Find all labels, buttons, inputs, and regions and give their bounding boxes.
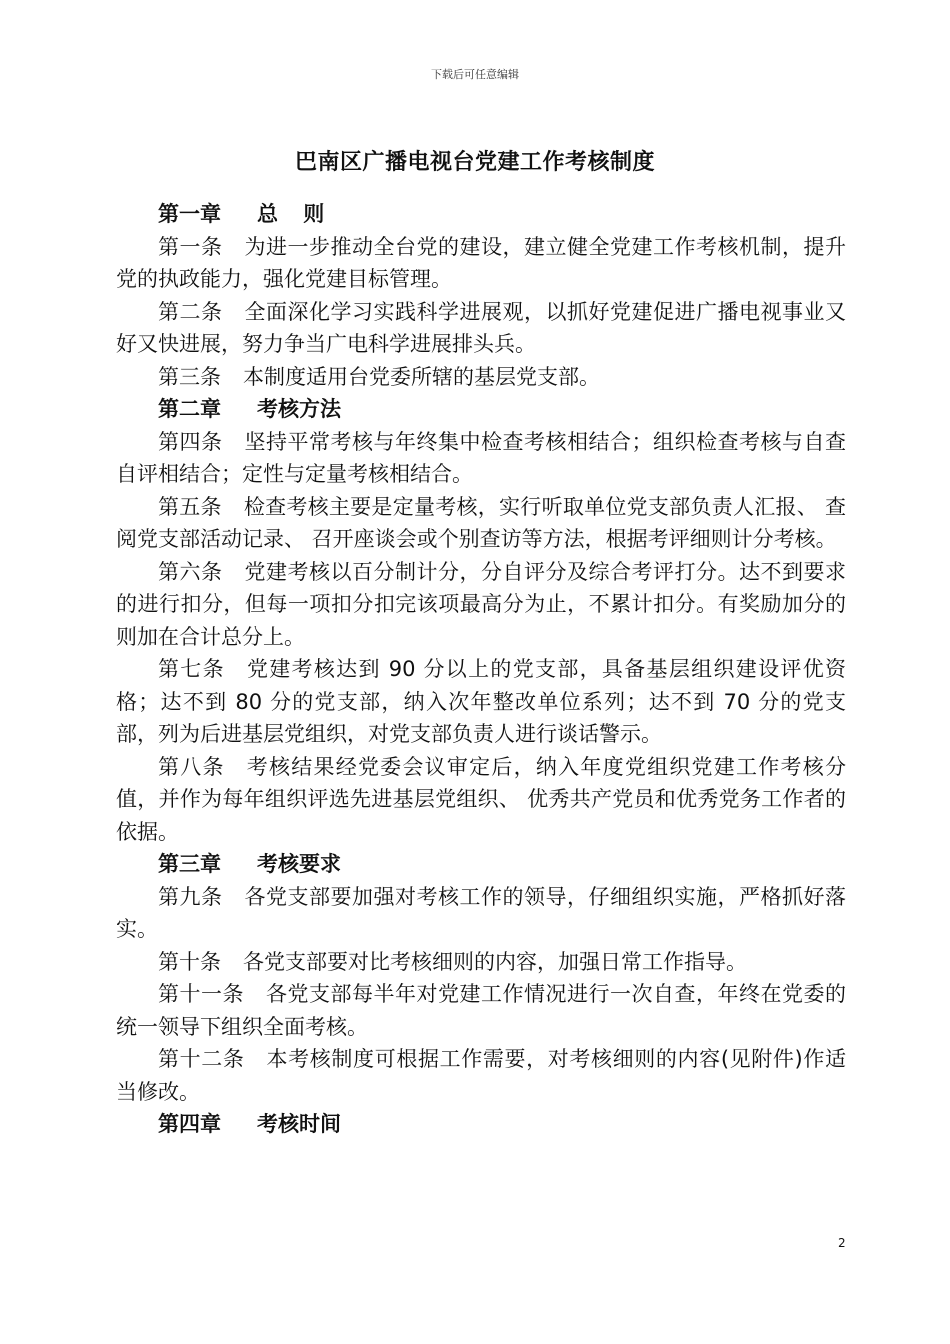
- article: [116, 978, 846, 1043]
- article: [116, 296, 846, 361]
- article: [116, 653, 846, 751]
- chapter-label: 第二章: [158, 397, 221, 421]
- article: [116, 426, 846, 491]
- article-text: 坚持平常考核与年终集中检查考核相结合；组织检查考核与自查自评相结合；定性与定量考核相结合。: [116, 429, 846, 486]
- article-label: 第十条: [158, 949, 221, 974]
- header-note: 下载后可任意编辑: [431, 68, 519, 81]
- article: [116, 1043, 846, 1108]
- chapter-heading: [116, 198, 846, 231]
- chapter-label: 第三章: [158, 852, 221, 876]
- article-text: 检查考核主要是定量考核，实行听取单位党支部负责人汇报、 查阅党支部活动记录、 召开座谈会或个别查访等方法，根据考评细则计分考核。: [116, 494, 846, 551]
- document-title: 巴南区广播电视台党建工作考核制度: [294, 150, 655, 175]
- chapter-label: 第一章: [158, 202, 221, 226]
- chapter-heading: [116, 1108, 846, 1141]
- article-label: 第六条: [158, 559, 223, 584]
- article: [116, 751, 846, 849]
- document-body: [116, 198, 846, 1141]
- article: [116, 231, 846, 296]
- article-label: 第八条: [158, 754, 225, 779]
- article-label: 第四条: [158, 429, 223, 454]
- article-label: 第七条: [158, 657, 225, 681]
- article: [116, 491, 846, 556]
- chapter-heading: [116, 393, 846, 426]
- article-label: 第十二条: [158, 1047, 245, 1071]
- article-label: 第五条: [158, 494, 222, 519]
- article-text: 各党支部每半年对党建工作情况进行一次自查，年终在党委的统一领导下组织全面考核。: [116, 982, 846, 1039]
- page-number: 2: [838, 1236, 846, 1250]
- chapter-label: 第四章: [158, 1112, 221, 1136]
- article-text: 各党支部要加强对考核工作的领导，仔细组织实施，严格抓好落实。: [116, 884, 846, 941]
- article: [116, 946, 846, 979]
- article-label: 第九条: [158, 884, 223, 909]
- article-text: 各党支部要对比考核细则的内容，加强日常工作指导。: [243, 949, 747, 974]
- article-label: 第一条: [158, 234, 223, 259]
- article-label: 第三条: [158, 364, 221, 389]
- article-text: 党建考核达到 90 分以上的党支部，具备基层组织建设评优资格；达不到 80 分的党支部，纳入次年整改单位系列；达不到 70 分的党支部，列为后进基层党组织，对党支部负责人进行谈话警示。: [116, 657, 847, 746]
- chapter-title-part: 则: [303, 202, 325, 226]
- article-text: 为进一步推动全台党的建设，建立健全党建工作考核机制，提升党的执政能力，强化党建目标管理。: [116, 234, 846, 291]
- chapter-heading: [116, 848, 846, 881]
- article: [116, 881, 846, 946]
- chapter-title: 考核方法: [257, 397, 341, 421]
- article-text: 本制度适用台党委所辖的基层党支部。: [243, 364, 600, 389]
- chapter-title: 考核要求: [257, 852, 341, 876]
- article-text: 考核结果经党委会议审定后，纳入年度党组织党建工作考核分值，并作为每年组织评选先进基层党组织、 优秀共产党员和优秀党务工作者的依据。: [116, 754, 847, 844]
- article-text: 本考核制度可根据工作需要，对考核细则的内容(见附件)作适当修改。: [116, 1047, 846, 1104]
- article: [116, 556, 846, 654]
- article: [116, 361, 846, 394]
- chapter-title: 总: [257, 202, 304, 226]
- article-text: 党建考核以百分制计分，分自评分及综合考评打分。达不到要求的进行扣分，但每一项扣分扣完该项最高分为止，不累计扣分。有奖励加分的则加在合计总分上。: [116, 559, 846, 649]
- article-text: 全面深化学习实践科学进展观，以抓好党建促进广播电视事业又好又快进展，努力争当广电科学进展排头兵。: [116, 299, 846, 356]
- article-label: 第十一条: [158, 982, 244, 1006]
- article-label: 第二条: [158, 299, 223, 324]
- chapter-title: 考核时间: [257, 1112, 341, 1136]
